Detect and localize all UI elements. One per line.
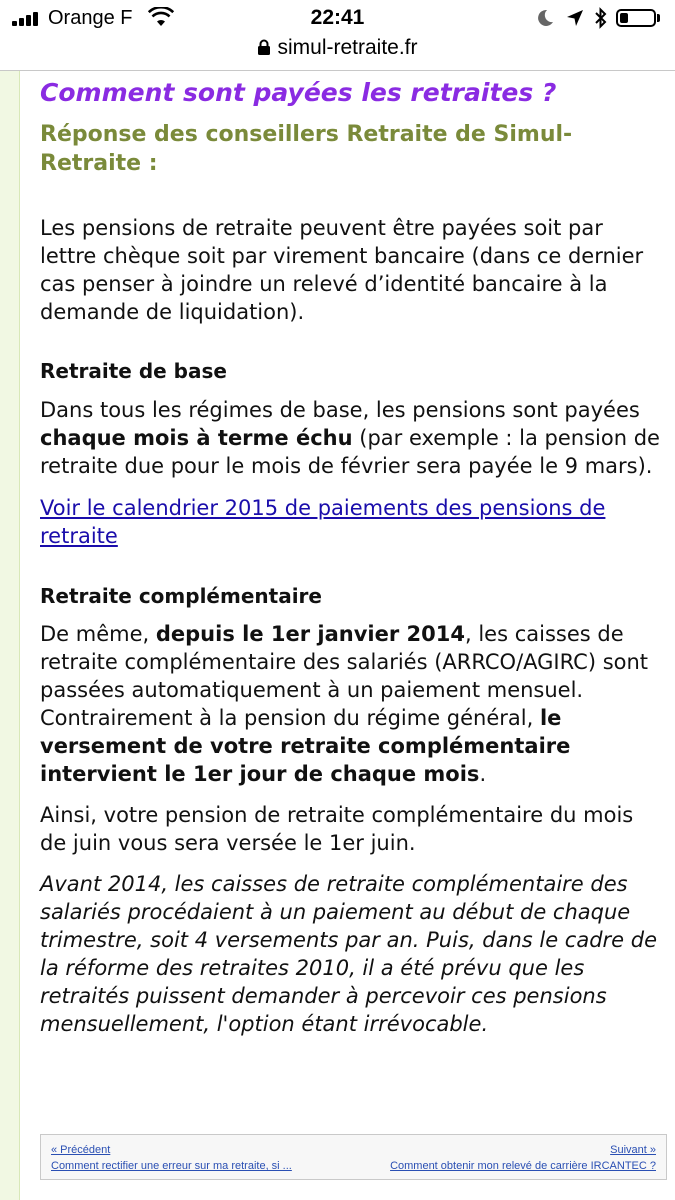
moon-icon [535,8,555,28]
previous-link[interactable]: « Précédent [51,1144,111,1156]
location-icon [565,8,585,28]
page-title: Comment sont payées les retraites ? [40,78,557,107]
answer-heading: Réponse des conseillers Retraite de Simul-Retraite : [40,122,573,176]
clock: 22:41 [310,6,365,29]
calendar-link[interactable]: Voir le calendrier 2015 de paiements des pensions de retraite [40,496,606,548]
calendar-link-paragraph [40,494,665,550]
text-run: . [479,762,487,786]
status-bar [0,0,675,36]
address-bar[interactable] [0,36,675,68]
complementary-paragraph [40,620,665,788]
article [40,76,665,1038]
url-text: simul-retraite.fr [277,36,418,59]
carrier-name: Orange F [48,7,133,29]
base-heading: Retraite de base [40,359,227,383]
text-run: (par exemple : la pension de retraite due pour le mois de février sera payée le 9 mars). [40,426,660,478]
battery-tip [657,14,660,22]
base-paragraph [40,396,665,480]
text-run: , les caisses de retraite complémentaire des salariés (ARRCO/AGIRC) sont passées automatiquement à un paiement mensuel. Contrairement à la pension du régime général, [40,622,649,730]
toolbar-divider [0,70,675,71]
bold-run: le versement de votre retraite complémentaire intervient le 1er jour de chaque mois [40,706,571,786]
next-link[interactable]: Suivant » [610,1144,656,1156]
text-run: Dans tous les régimes de base, les pensions sont payées [40,398,640,422]
text-run: De même, [40,622,156,646]
complementary-heading: Retraite complémentaire [40,584,322,608]
previous-post-link[interactable]: Comment rectifier une erreur sur ma retraite, si ... [51,1160,292,1172]
lock-icon [257,39,271,55]
intro-paragraph: Les pensions de retraite peuvent être payées soit par lettre chèque soit par virement bancaire (dans ce dernier cas penser à joindre un relevé d’identité bancaire à la demande de liquidation). [40,216,644,324]
battery-icon [616,9,656,27]
bold-run: chaque mois à terme échu [40,426,353,450]
june-paragraph: Ainsi, votre pension de retraite complémentaire du mois de juin vous sera versée le 1er juin. [40,803,634,855]
history-paragraph: Avant 2014, les caisses de retraite complémentaire des salariés procédaient à un paiement au début de chaque trimestre, soit 4 versements par an. Puis, dans le cadre de la réforme des retraites 2010, il a été prévu que les retraités puissent demander à percevoir ces pensions mensuellement, l'option étant irrévocable. [40,872,658,1036]
bold-run: depuis le 1er janvier 2014 [155,622,465,646]
next-post-link[interactable]: Comment obtenir mon relevé de carrière IRCANTEC ? [390,1160,656,1172]
left-rail [0,71,20,1200]
bluetooth-icon [594,6,608,30]
post-navigation [40,1134,667,1180]
